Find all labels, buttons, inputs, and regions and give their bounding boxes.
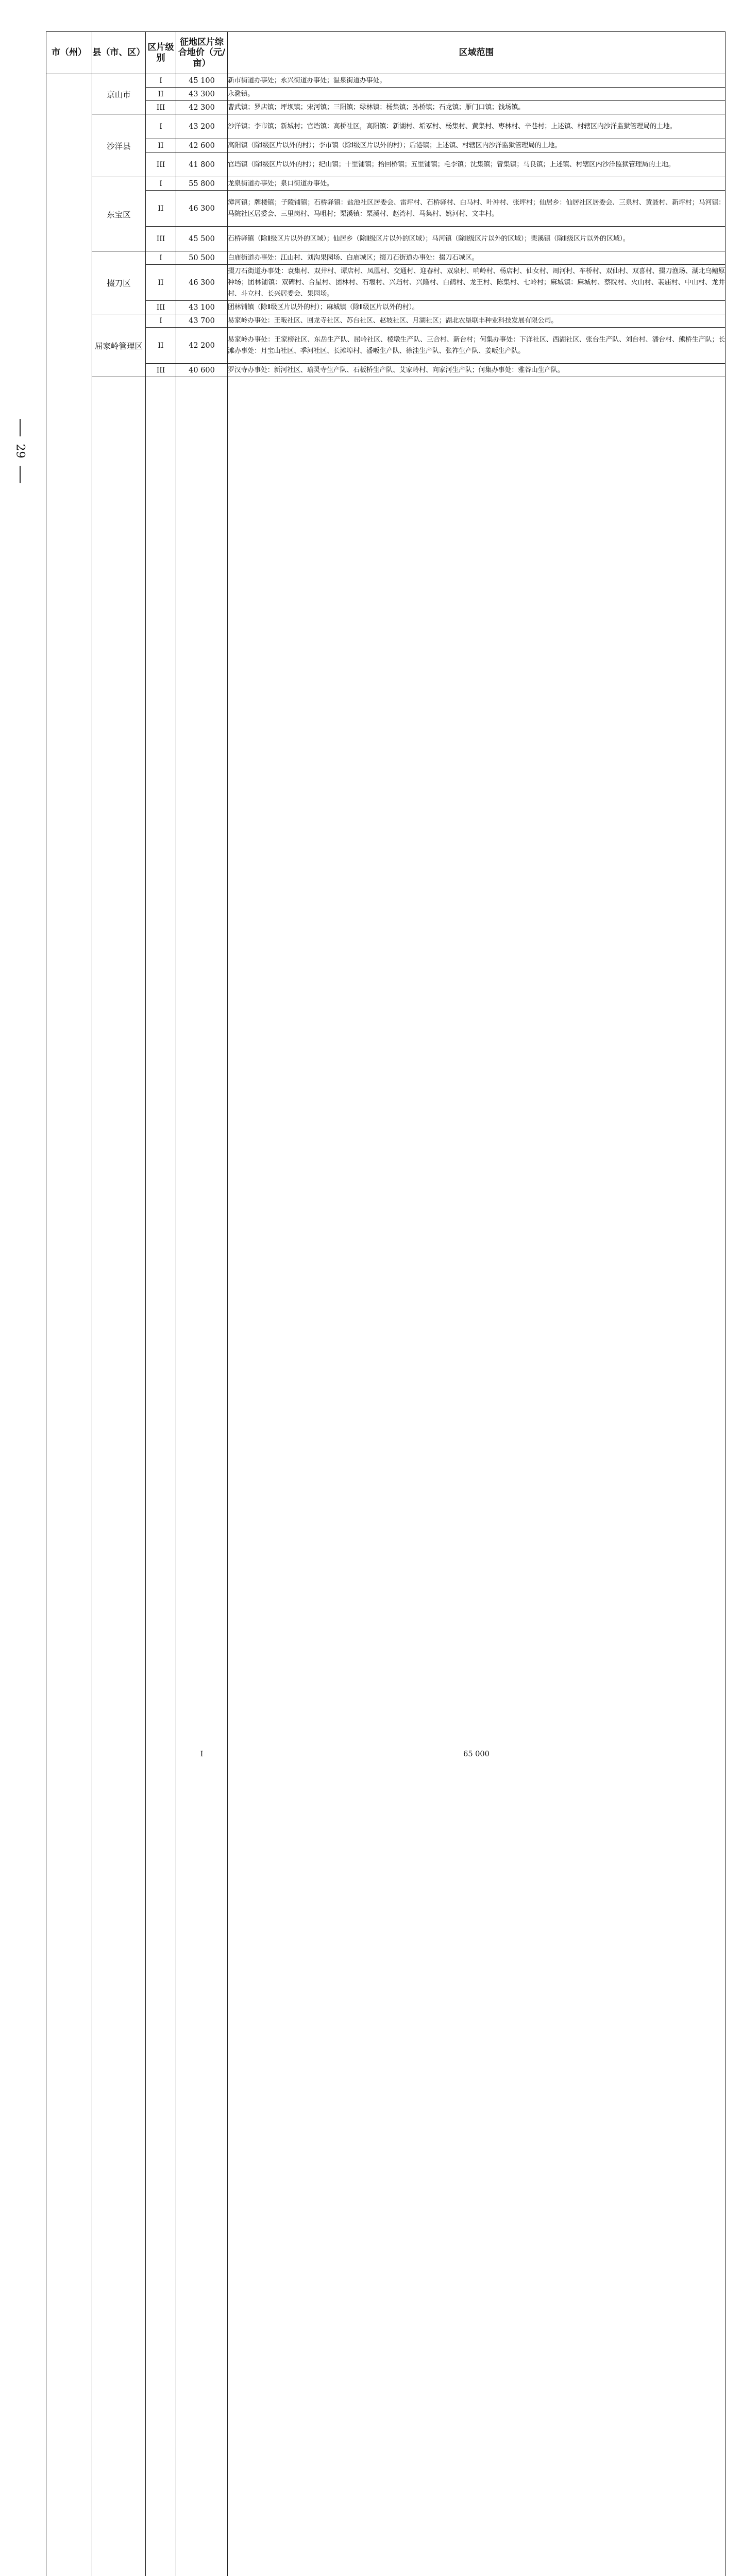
- area-cell: 新市街道办事处；永兴街道办事处；温泉街道办事处。: [228, 74, 726, 88]
- table-row: [46, 139, 726, 152]
- area-cell: 曹武镇；罗店镇；坪坝镇；宋河镇；三阳镇；绿林镇；杨集镇；孙桥镇；石龙镇；雁门口镇；钱场镇。: [228, 101, 726, 114]
- price-cell: 43 300: [176, 88, 228, 101]
- table-row: [46, 227, 726, 251]
- table-row: [46, 101, 726, 114]
- table-row: [46, 314, 726, 328]
- price-cell: 43 100: [176, 301, 228, 314]
- area-cell: 高阳镇（除Ⅰ级区片以外的村）；李市镇（除Ⅰ级区片以外的村）；后港镇；上述镇、村辖区内沙洋监狱管理局的土地。: [228, 139, 726, 152]
- header-price: 征地区片综合地价（元/亩）: [176, 32, 228, 74]
- table-row: [46, 88, 726, 101]
- price-cell: 40 600: [176, 364, 228, 377]
- area-cell: 团林铺镇（除Ⅱ级区片以外的村）；麻城镇（除Ⅱ级区片以外的村）。: [228, 301, 726, 314]
- header-region: 区域范围: [228, 32, 726, 74]
- table-row: [46, 177, 726, 191]
- header-level: 区片级别: [146, 32, 176, 74]
- area-cell: 白庙街道办事处：江山村、刘沟果园场、白庙城区；掇刀石街道办事处：掇刀石城区。: [228, 251, 726, 265]
- area-cell: 永漋镇。: [228, 88, 726, 101]
- price-cell: 55 800: [176, 177, 228, 191]
- price-cell: 46 300: [176, 191, 228, 227]
- level-cell: III: [146, 101, 176, 114]
- land-price-table: [46, 31, 726, 2576]
- city-cell: [46, 74, 92, 2576]
- table-row: [46, 265, 726, 301]
- area-cell: 掇刀石街道办事处：袁集村、双井村、谭店村、凤凰村、交通村、迎春村、双泉村、响岭村、杨店村、仙女村、周河村、车桥村、双仙村、双喜村、掇刀渔场、湖北乌鳢原种场；团林铺镇：双碑村、合星村、团林村、石堰村、兴垱村、兴隆村、白鹤村、龙王村、陈集村、七岭村；麻城镇：麻城村、蔡院村、火山村、裴庙村、中山村、龙井村、斗立村、长兴居委会、果园场。: [228, 265, 726, 301]
- price-cell: 43 200: [176, 114, 228, 139]
- county-cell: 沙洋县: [92, 114, 146, 177]
- page-number: [7, 410, 33, 492]
- price-cell: 45 500: [176, 227, 228, 251]
- price-cell: 42 300: [176, 101, 228, 114]
- area-cell: 官垱镇（除Ⅰ级区片以外的村）；纪山镇；十里铺镇；拾回桥镇；五里铺镇；毛李镇；沈集镇；曾集镇；马良镇；上述镇、村辖区内沙洋监狱管理局的土地。: [228, 152, 726, 177]
- price-cell: 43 700: [176, 314, 228, 328]
- level-cell: II: [146, 88, 176, 101]
- level-cell: III: [146, 364, 176, 377]
- header-city: 市（州）: [46, 32, 92, 74]
- county-cell: 掇刀区: [92, 251, 146, 314]
- county-cell: 东宝区: [92, 177, 146, 251]
- table-row: [46, 377, 726, 2576]
- county-cell: 京山市: [92, 74, 146, 114]
- price-cell: 45 100: [176, 74, 228, 88]
- level-cell: I: [176, 377, 228, 2576]
- price-cell: 50 500: [176, 251, 228, 265]
- area-cell: 易家岭办事处：王家榜社区、东岳生产队、屈岭社区、棱墩生产队、三合村、新台村；何集办事处：下洋社区、西湖社区、张台生产队、刘台村、潘台村、熊桥生产队；长滩办事处：月宝山社区、季河社区、长滩埠村、潘畈生产队、徐洼生产队、张祚生产队、姜畈生产队。: [228, 328, 726, 364]
- price-cell: 42 600: [176, 139, 228, 152]
- table-header-row: [46, 32, 726, 74]
- page-number-text: 29: [14, 444, 27, 458]
- table-row: [46, 191, 726, 227]
- county-cell: [146, 377, 176, 2576]
- page-number-dash-top: [20, 419, 21, 436]
- area-cell: 罗汉寺办事处：新河社区、瑜灵寺生产队、石板桥生产队、艾家岭村、向家河生产队；何集办事处：雅谷山生产队。: [228, 364, 726, 377]
- level-cell: I: [146, 251, 176, 265]
- level-cell: III: [146, 227, 176, 251]
- table-row: [46, 152, 726, 177]
- area-cell: 石桥驿镇（除Ⅱ级区片以外的区域）；仙居乡（除Ⅱ级区片以外的区域）；马河镇（除Ⅱ级区片以外的区域）；栗溪镇（除Ⅱ级区片以外的区域）。: [228, 227, 726, 251]
- level-cell: II: [146, 328, 176, 364]
- level-cell: I: [146, 74, 176, 88]
- county-cell: 屈家岭管理区: [92, 314, 146, 377]
- table-row: [46, 114, 726, 139]
- price-cell: 41 800: [176, 152, 228, 177]
- table-row: [46, 301, 726, 314]
- area-cell: 易家岭办事处：王畈社区、回龙寺社区、苏台社区、赵坡社区、月湖社区；湖北农垦联丰种业科技发展有限公司。: [228, 314, 726, 328]
- area-cell: 漳河镇；牌楼镇；子陵铺镇；石桥驿镇：盐池社区居委会、雷坪村、石桥驿村、白马村、叶冲村、张坪村；仙居乡：仙居社区居委会、三泉村、黄聂村、新坪村；马河镇：马院社区居委会、三里岗村、马咀村；栗溪镇：栗溪村、赵湾村、马集村、姚河村、文丰村。: [228, 191, 726, 227]
- city-cell: [92, 377, 146, 2576]
- level-cell: III: [146, 152, 176, 177]
- level-cell: III: [146, 301, 176, 314]
- header-county: 县（市、区）: [92, 32, 146, 74]
- table-row: [46, 364, 726, 377]
- area-cell: 龙泉街道办事处；泉口街道办事处。: [228, 177, 726, 191]
- table-row: [46, 328, 726, 364]
- price-cell: 42 200: [176, 328, 228, 364]
- table-row: [46, 74, 726, 88]
- level-cell: II: [146, 265, 176, 301]
- level-cell: I: [146, 314, 176, 328]
- level-cell: I: [146, 114, 176, 139]
- price-cell: 46 300: [176, 265, 228, 301]
- level-cell: II: [146, 139, 176, 152]
- table-row: [46, 251, 726, 265]
- page-number-dash-bottom: [20, 466, 21, 483]
- level-cell: II: [146, 191, 176, 227]
- price-cell: 65 000: [228, 377, 726, 2576]
- area-cell: 沙洋镇；李市镇；新城村；官垱镇：高桥社区，高阳镇：新湖村、垢冢村、杨集村、黄集村、枣林村、辛巷村；上述镇、村辖区内沙洋监狱管理局的土地。: [228, 114, 726, 139]
- level-cell: I: [146, 177, 176, 191]
